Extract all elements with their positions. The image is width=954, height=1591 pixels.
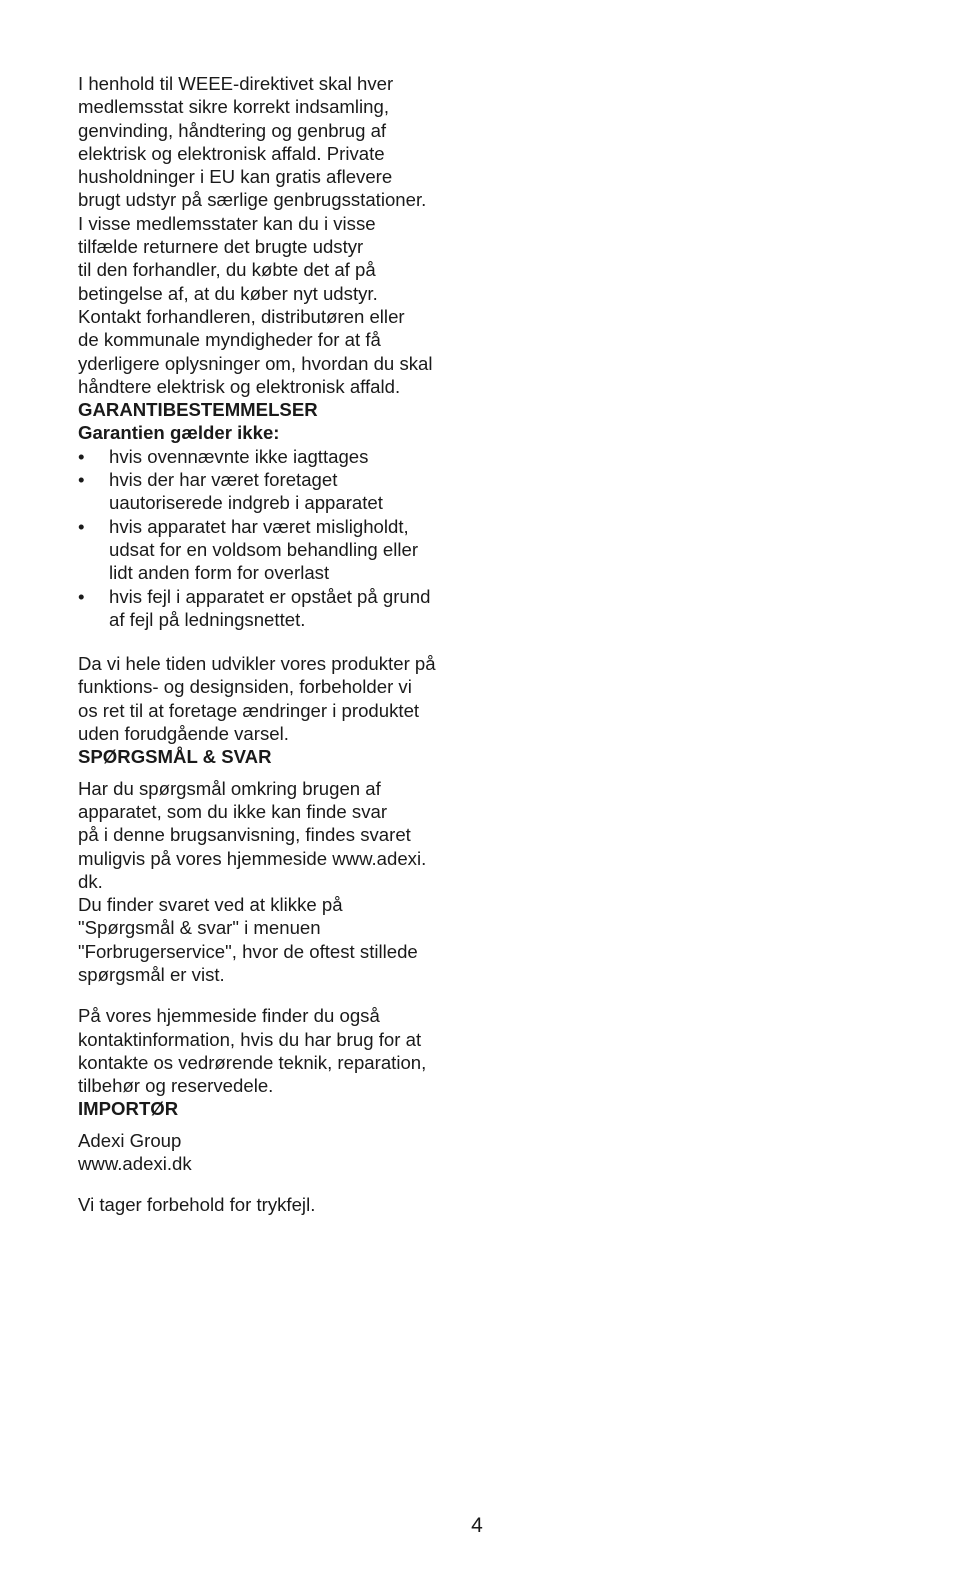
warranty-subheading: Garantien gælder ikke: — [78, 422, 280, 444]
faq-paragraph: Har du spørgsmål omkring brugen af apparatet, som du ikke kan finde svar på i denne brugsanvisning, findes svaret muligvis på vores hjemmeside www.adexi. dk. Du finder svaret ved at klikke på "Spørgsmål & svar" i menuen "Forbrugerservice", hvor de oftest stillede spørgsmål er vist. — [78, 777, 427, 985]
bullet-icon: • — [78, 445, 85, 467]
weee-paragraph: I henhold til WEEE-direktivet skal hver medlemsstat sikre korrekt indsamling, genvinding, håndtering og genbrug af elektrisk og elektronisk affald. Private husholdninger i EU kan gratis aflevere brugt udstyr på særlige genbrugsstationer. I visse medlemsstater kan du i visse tilfælde returnere det brugte udstyr til den forhandler, du købte det af på betingelse af, at du køber nyt udstyr. Kontakt forhandleren, distributøren eller de kommunale myndigheder for at få yderligere oplysninger om, hvordan du skal håndtere elektrisk og elektronisk affald. — [78, 73, 433, 397]
list-item: • hvis fejl i apparatet er opstået på grund af fejl på ledningsnettet. — [78, 585, 431, 630]
list-item: • hvis apparatet har været misligholdt, udsat for en voldsom behandling eller lidt anden form for overlast — [78, 515, 419, 584]
bullet-icon: • — [78, 515, 85, 537]
importer-heading: IMPORTØR — [78, 1098, 179, 1120]
warranty-exclusions-list — [78, 445, 468, 631]
page-number: 4 — [471, 1514, 483, 1537]
contact-paragraph: På vores hjemmeside finder du også kontaktinformation, hvis du har brug for at kontakte os vedrørende teknik, reparation, tilbehør og reservedele. — [78, 1005, 427, 1097]
bullet-icon: • — [78, 585, 85, 607]
faq-heading: SPØRGSMÅL & SVAR — [78, 746, 272, 768]
warranty-heading: GARANTIBESTEMMELSER — [78, 399, 318, 421]
list-item: • hvis der har været foretaget uautoriserede indgreb i apparatet — [78, 469, 383, 514]
document-body — [78, 72, 468, 1217]
importer-website: www.adexi.dk — [78, 1153, 192, 1175]
misprint-disclaimer: Vi tager forbehold for trykfejl. — [78, 1194, 316, 1216]
bullet-icon: • — [78, 469, 85, 491]
importer-name: Adexi Group — [78, 1129, 182, 1151]
list-item: • hvis ovennævnte ikke iagttages — [78, 445, 369, 467]
product-changes-paragraph: Da vi hele tiden udvikler vores produkter på funktions- og designsiden, forbeholder vi os ret til at foretage ændringer i produktet uden forudgående varsel. — [78, 653, 436, 745]
